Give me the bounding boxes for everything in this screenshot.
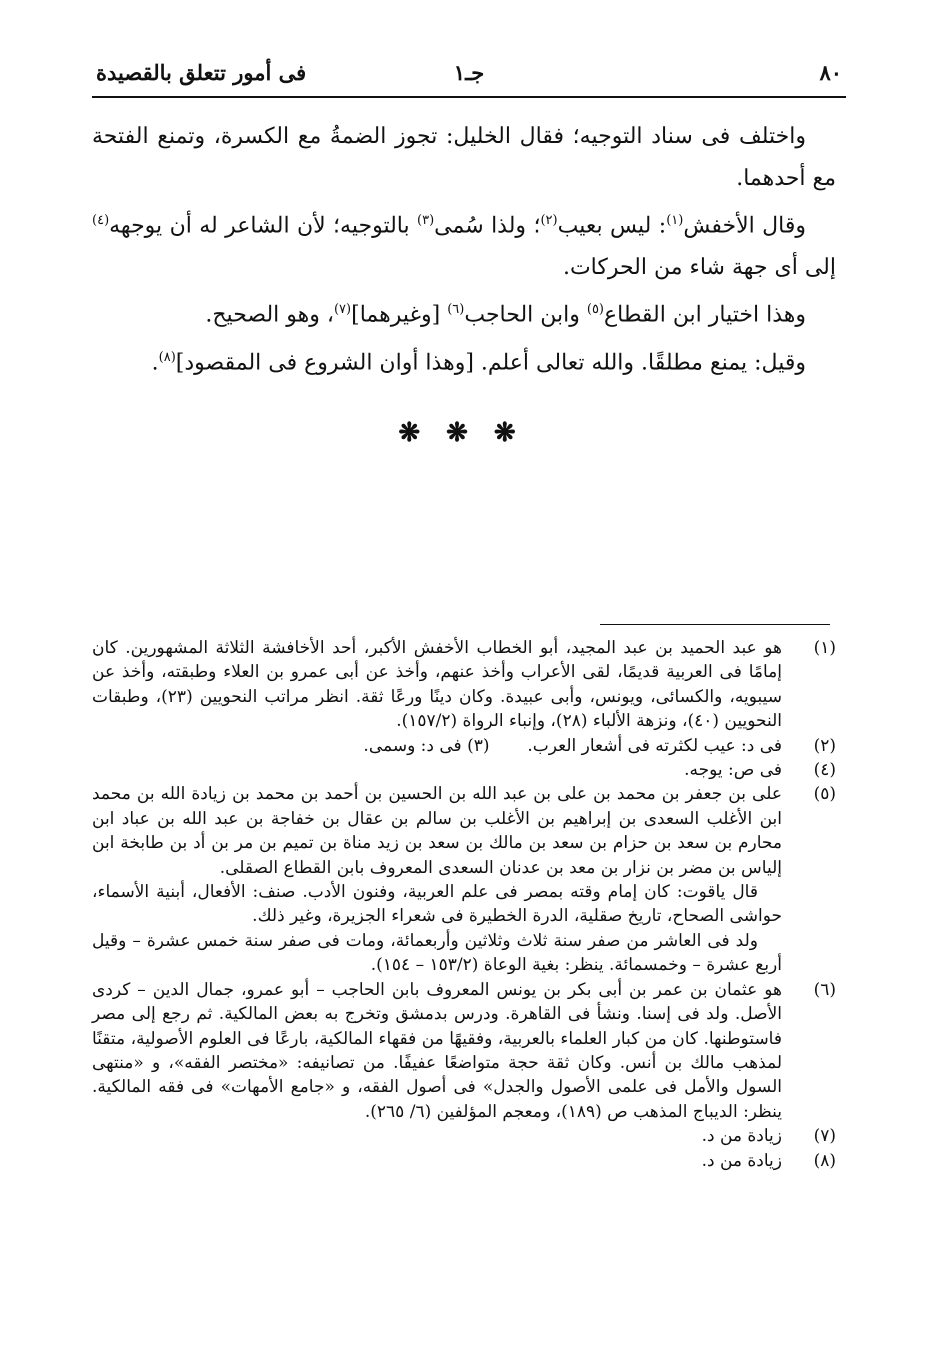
footnotes [92, 636, 836, 1173]
footnote-number: (٤) [813, 760, 836, 781]
paragraph-2: وقال الأخفش$^{(١)}$: ليس بعيب$^{(٢)}$؛ ولذا سُمى$^{(٣)}$ بالتوجيه؛ لأن الشاعر له أن يوجهه$^{(٤)}$ إلى أى جهة شاء من الحركات. [92, 213, 836, 281]
footnote-ref: (٢) [540, 213, 558, 228]
header-rule [92, 96, 846, 98]
footnote-text: زيادة من د. [701, 1126, 782, 1147]
page-number: ٨٠ [819, 60, 842, 85]
footnote-text: ولد فى العاشر من صفر سنة ثلاث وثلاثين وأربعمائة، ومات فى صفر سنة خمس عشرة – وقيل أربع عشرة – وخمسمائة. ينظر: بغية الوعاة (١٥٣/٢ – ١٥٤). [92, 930, 782, 976]
section-separator-icon: ❋❋❋ [398, 418, 542, 448]
footnote-5 [92, 782, 836, 977]
footnote-1 [92, 636, 836, 734]
footnote-7 [92, 1124, 836, 1148]
footnote-number: (٣) [467, 735, 490, 756]
footnote-number: (٦) [813, 979, 836, 1000]
footnote-ref: (٣) [417, 213, 435, 228]
paragraph-1: واختلف فى سناد التوجيه؛ فقال الخليل: تجوز الضمةُ مع الكسرة، وتمنع الفتحة مع أحدهما. [92, 124, 836, 191]
footnote-text: فى د: عيب لكثرته فى أشعار العرب. [527, 735, 782, 756]
footnote-2-3 [92, 734, 836, 758]
footnote-number: (٧) [813, 1126, 836, 1147]
footnote-ref: (٨) [158, 349, 176, 365]
footnote-ref: (٤) [92, 213, 110, 228]
footnote-number: (٨) [813, 1150, 836, 1171]
footnote-text: قال ياقوت: كان إمام وقته بمصر فى علم العربية، وفنون الأدب. صنف: الأفعال، أبنية الأسماء، حواشى الصحاح، تاريخ صقلية، الدرة الخطيرة فى شعراء الجزيرة، وغير ذلك. [92, 882, 782, 927]
chapter-title: فى أمور تتعلق بالقصيدة [96, 60, 307, 85]
footnote-number: (١) [813, 638, 836, 658]
footnote-ref: (٥) [586, 302, 604, 318]
footnote-ref: (٧) [333, 302, 352, 318]
footnote-rule [600, 624, 830, 625]
volume-label: جـ١ [453, 60, 485, 85]
footnote-8 [92, 1149, 836, 1173]
footnote-number: (٥) [813, 784, 836, 805]
footnote-text: على بن جعفر بن محمد بن على بن عبد الله بن الحسين بن أحمد بن محمد بن زيادة الله بن محمد ابن الأغلب السعدى بن إبراهيم بن الأغلب بن سالم بن عقال بن خفاجة بن عبد الله بن عباد ابن محارم بن سعد بن حزام بن سعد بن مالك بن سعد بن زيد مناة بن تميم بن مر بن أد بن طابخة ابن إلياس بن مضر بن نزار بن معد بن عدنان السعدى المعروف بابن القطاع الصقلى. [92, 784, 783, 878]
footnote-text: هو عثمان بن عمر بن أبى بكر بن يونس المعروف بابن الحاجب – أبو عمرو، جمال الدين – كردى الأصل. ولد فى إسنا. ونشأ فى القاهرة. ودرس بدمشق وتخرج به بعض المالكية. ثم رجع إلى مصر فاستوطنها. كان من كبار العلماء بالعربية، وفقيهًا من فقهاء المالكية، بارعًا فى العلوم الأصولية، متقنًا لمذهب مالك بن أنس. وكان ثقة حجة متواضعًا عفيفًا. من تصانيفه: «مختصر الفقه»، و «منتهى السول والأمل فى علمى الأصول والجدل» فى أصول الفقه، و «جامع الأمهات» فى فقه المالكية. ينظر: الديباج المذهب ص (١٨٩)، ومعجم المؤلفين (٦/ ٢٦٥). [92, 979, 782, 1122]
footnote-text: زيادة من د. [701, 1150, 782, 1171]
running-header [92, 56, 846, 96]
main-text [92, 116, 836, 384]
footnote-text: هو عبد الحميد بن عبد المجيد، أبو الخطاب الأخفش الأكبر، أحد الأخافشة الثلاثة المشهورين. كان إمامًا فى العربية قديمًا، لقى الأعراب وأخذ عنهم، وأخذ عن أبى عمرو بن العلاء وطبقته، وأخذ عن سيبويه، والكسائى، ويونس، وأبى عبيدة. وكان دينًا ورعًا ثقة. انظر مراتب النحويين (٢٣)، وطبقات النحويين (٤٠)، ونزهة الألباء (٢٨)، وإنباء الرواة (١٥٧/٢). [92, 638, 782, 732]
paragraph-3: وهذا اختيار ابن القطاع$^{(٥)}$ وابن الحاجب$^{(٦)}$ [وغيرهما]$^{(٧)}$، وهو الصحيح. [205, 302, 806, 328]
footnote-text: فى د: وسمى. [363, 735, 462, 756]
paragraph-4: وقيل: يمنع مطلقًا. والله تعالى أعلم. [وهذا أوان الشروع فى المقصود]$^{(٨)}$. [151, 349, 806, 375]
footnote-text: فى ص: يوجه. [684, 760, 782, 781]
footnote-ref: (١) [666, 213, 684, 228]
footnote-6 [92, 978, 836, 1124]
footnote-number: (٢) [813, 735, 836, 756]
footnote-ref: (٦) [447, 302, 465, 318]
footnote-4 [92, 758, 836, 782]
